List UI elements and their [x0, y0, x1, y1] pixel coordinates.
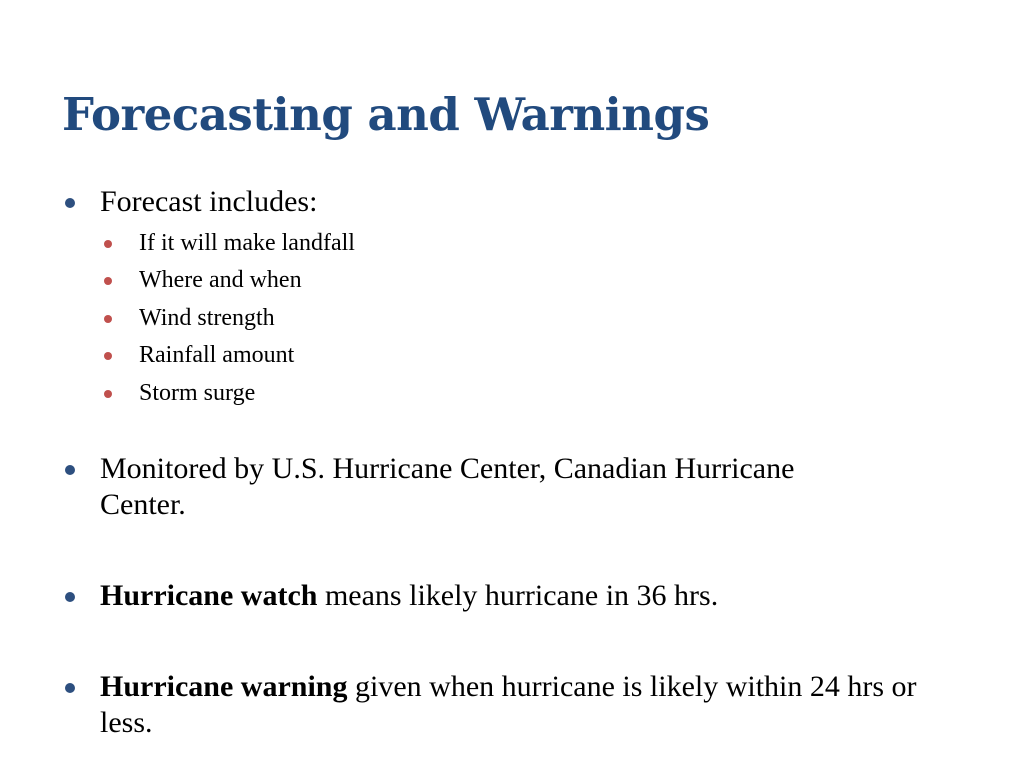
sub-bullet-text: If it will make landfall: [139, 230, 355, 256]
sub-bullet-landfall: [101, 228, 801, 258]
slide-title: Forecasting and Warnings: [62, 88, 710, 141]
bullet-hurricane-watch: [62, 578, 962, 614]
sub-bullet-rainfall: [101, 340, 801, 370]
bullet-dot-icon: [65, 465, 75, 475]
sub-bullet-storm-surge: [101, 378, 801, 408]
sub-bullet-text: Storm surge: [139, 380, 256, 406]
sub-bullet-text: Where and when: [139, 267, 302, 293]
sub-bullet-wind-strength: [101, 303, 801, 333]
bullet-bold-term: Hurricane watch: [100, 579, 318, 612]
bullet-text: [100, 669, 922, 741]
bullet-hurricane-warning: [62, 669, 922, 741]
bullet-text: [100, 578, 962, 614]
bullet-monitored-by: [62, 451, 822, 523]
sub-bullet-dot-icon: [104, 352, 112, 360]
bullet-text: Forecast includes:: [100, 185, 318, 218]
sub-bullet-dot-icon: [104, 240, 112, 248]
sub-bullet-text: Rainfall amount: [139, 342, 295, 368]
sub-bullet-dot-icon: [104, 315, 112, 323]
sub-bullet-text: Wind strength: [139, 305, 275, 331]
bullet-dot-icon: [65, 592, 75, 602]
sub-bullet-where-when: [101, 265, 801, 295]
bullet-dot-icon: [65, 683, 75, 693]
bullet-rest-text: means likely hurricane in 36 hrs.: [317, 579, 719, 612]
sub-bullet-dot-icon: [104, 390, 112, 398]
bullet-rest-text: given when hurricane is likely within 24 hrs or less.: [100, 670, 917, 739]
bullet-bold-term: Hurricane warning: [100, 670, 348, 703]
sub-bullet-dot-icon: [104, 277, 112, 285]
bullet-forecast-includes: [62, 184, 962, 220]
bullet-text: Monitored by U.S. Hurricane Center, Canadian Hurricane Center.: [100, 452, 795, 521]
bullet-dot-icon: [65, 198, 75, 208]
